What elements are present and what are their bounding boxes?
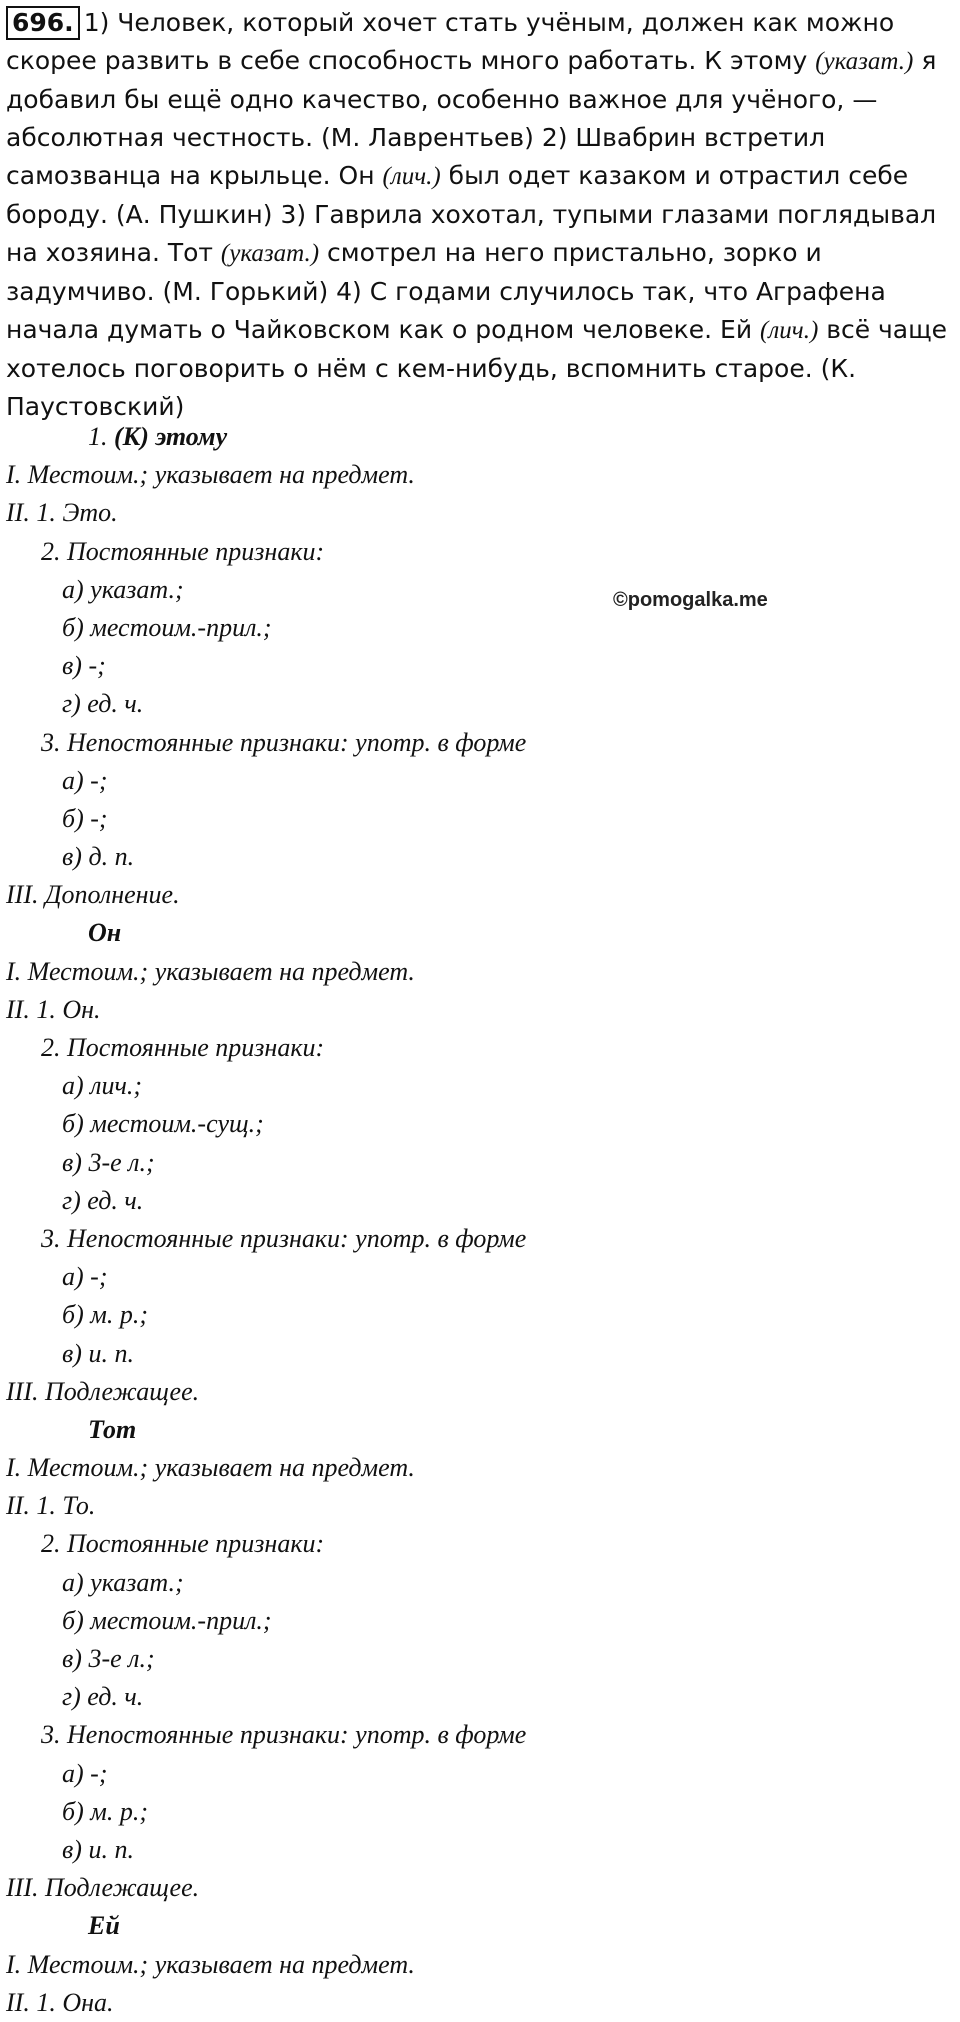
- analysis-line: [6, 1182, 954, 1220]
- analysis-line: [6, 762, 954, 800]
- line-text: г) ед. ч.: [62, 1185, 144, 1215]
- analysis-line: [6, 1793, 954, 1831]
- analysis-line: [6, 1373, 954, 1411]
- word-heading: [6, 418, 954, 456]
- line-text: а) указат.;: [62, 1567, 184, 1597]
- analysis-line: [6, 1335, 954, 1373]
- analysis-line: [6, 1220, 954, 1258]
- exercise-note: (лич.): [382, 163, 441, 190]
- heading-word: Ей: [88, 1911, 120, 1941]
- line-text: 3. Непостоянные признаки: употр. в форме: [41, 1223, 527, 1253]
- analysis-line: [6, 1602, 954, 1640]
- line-text: II. 1. Она.: [6, 1987, 114, 2017]
- analysis-line: [6, 724, 954, 762]
- analysis-line: [6, 685, 954, 723]
- analysis-line: [6, 533, 954, 571]
- heading-number: 1.: [88, 422, 114, 451]
- line-text: II. 1. Это.: [6, 498, 118, 528]
- analysis-line: [6, 1869, 954, 1907]
- analysis-line: [6, 800, 954, 838]
- analysis-line: [6, 1144, 954, 1182]
- line-text: I. Местоим.; указывает на предмет.: [6, 1949, 415, 1979]
- analysis-line: [6, 571, 954, 609]
- line-text: б) м. р.;: [62, 1796, 148, 1826]
- heading-word: Тот: [88, 1414, 137, 1444]
- heading-word: (К) этому: [114, 422, 228, 451]
- analysis-line: [6, 1716, 954, 1754]
- analysis-line: [6, 609, 954, 647]
- word-heading: [6, 1411, 954, 1449]
- analysis-line: [6, 1831, 954, 1869]
- line-text: а) лич.;: [62, 1071, 143, 1101]
- line-text: в) и. п.: [62, 1834, 134, 1864]
- line-text: III. Подлежащее.: [6, 1376, 200, 1406]
- analysis-line: [6, 1564, 954, 1602]
- line-text: в) 3-е л.;: [62, 1644, 155, 1673]
- line-text: а) -;: [62, 1262, 108, 1292]
- line-text: 3. Непостоянные признаки: употр. в форме: [41, 1720, 527, 1750]
- analysis-line: [6, 1258, 954, 1296]
- analysis-line: [6, 647, 954, 685]
- analysis-line: [6, 838, 954, 876]
- analysis-line: [6, 1525, 954, 1563]
- line-text: I. Местоим.; указывает на предмет.: [6, 956, 415, 986]
- line-text: в) 3-е л.;: [62, 1147, 155, 1177]
- watermark: ©pomogalka.me: [613, 589, 768, 611]
- line-text: г) ед. ч.: [62, 1682, 144, 1712]
- analysis-line: [6, 456, 954, 494]
- line-text: а) -;: [62, 765, 108, 795]
- analysis-line: [6, 1449, 954, 1487]
- line-text: 2. Постоянные признаки:: [41, 1529, 325, 1559]
- line-text: II. 1. Он.: [6, 994, 101, 1024]
- line-text: II. 1. То.: [6, 1491, 96, 1521]
- analysis-line: [6, 1755, 954, 1793]
- analysis-line: [6, 1984, 954, 2022]
- line-text: III. Дополнение.: [6, 880, 180, 910]
- exercise-segment: был одет казаком и отрастил себе бороду. (А. Пушкин) 3) Гаврила хохотал, тупыми глазами поглядывал на хозяина. Тот: [6, 161, 937, 267]
- line-text: б) местоим.-прил.;: [62, 1605, 272, 1635]
- line-text: в) -;: [62, 651, 106, 681]
- line-text: а) указат.;: [62, 574, 184, 604]
- line-text: в) д. п.: [62, 842, 135, 872]
- analysis-line: [6, 1029, 954, 1067]
- exercise-note: (указат.): [815, 48, 914, 75]
- line-text: 2. Постоянные признаки:: [41, 1033, 325, 1062]
- exercise-number: 696.: [6, 6, 80, 40]
- line-text: III. Подлежащее.: [6, 1873, 200, 1903]
- analysis-line: [6, 876, 954, 914]
- exercise-segment: всё чаще хотелось поговорить о нём с кем-нибудь, вспомнить старое. (К. Паустовский): [6, 315, 948, 421]
- line-text: 2. Постоянные признаки:: [41, 536, 325, 566]
- line-text: а) -;: [62, 1758, 108, 1788]
- analysis-line: [6, 1067, 954, 1105]
- line-text: б) местоим.-сущ.;: [62, 1109, 264, 1139]
- exercise-segment: смотрел на него пристально, зорко и задумчиво. (М. Горький) 4) С годами случилось так, что Аграфена начала думать о Чайковском как о родном человеке. Ей: [6, 238, 886, 344]
- exercise-segment: я добавил бы ещё одно качество, особенно важное для учёного, — абсолютная честность. (М. Лаврентьев) 2) Швабрин встретил самозванца на крыльце. Он: [6, 46, 937, 190]
- line-text: г) ед. ч.: [62, 689, 144, 719]
- heading-word: Он: [88, 918, 122, 948]
- exercise-text: [6, 4, 954, 426]
- exercise-note: (лич.): [760, 317, 819, 344]
- exercise-segment: 1) Человек, который хочет стать учёным, должен как можно скорее развить в себе способность много работать. К этому: [6, 8, 895, 75]
- analysis-line: [6, 494, 954, 532]
- analysis-line: [6, 1296, 954, 1334]
- word-heading: [6, 1907, 954, 1945]
- exercise-note: (указат.): [220, 240, 320, 267]
- analysis-line: [6, 953, 954, 991]
- line-text: б) местоим.-прил.;: [62, 612, 272, 642]
- analysis-line: [6, 991, 954, 1029]
- line-text: I. Местоим.; указывает на предмет.: [6, 460, 415, 490]
- line-text: в) и. п.: [62, 1338, 134, 1368]
- line-text: б) м. р.;: [62, 1300, 148, 1330]
- analysis-line: [6, 1946, 954, 1984]
- analysis-line: [6, 1105, 954, 1143]
- exercise-body: [6, 8, 947, 421]
- line-text: 3. Непостоянные признаки: употр. в форме: [41, 727, 527, 757]
- word-heading: [6, 914, 954, 952]
- analysis-line: [6, 1640, 954, 1678]
- line-text: б) -;: [62, 803, 108, 833]
- analysis-line: [6, 1487, 954, 1525]
- line-text: I. Местоим.; указывает на предмет.: [6, 1453, 415, 1483]
- analysis-line: [6, 1678, 954, 1716]
- analysis-block: [6, 418, 954, 2022]
